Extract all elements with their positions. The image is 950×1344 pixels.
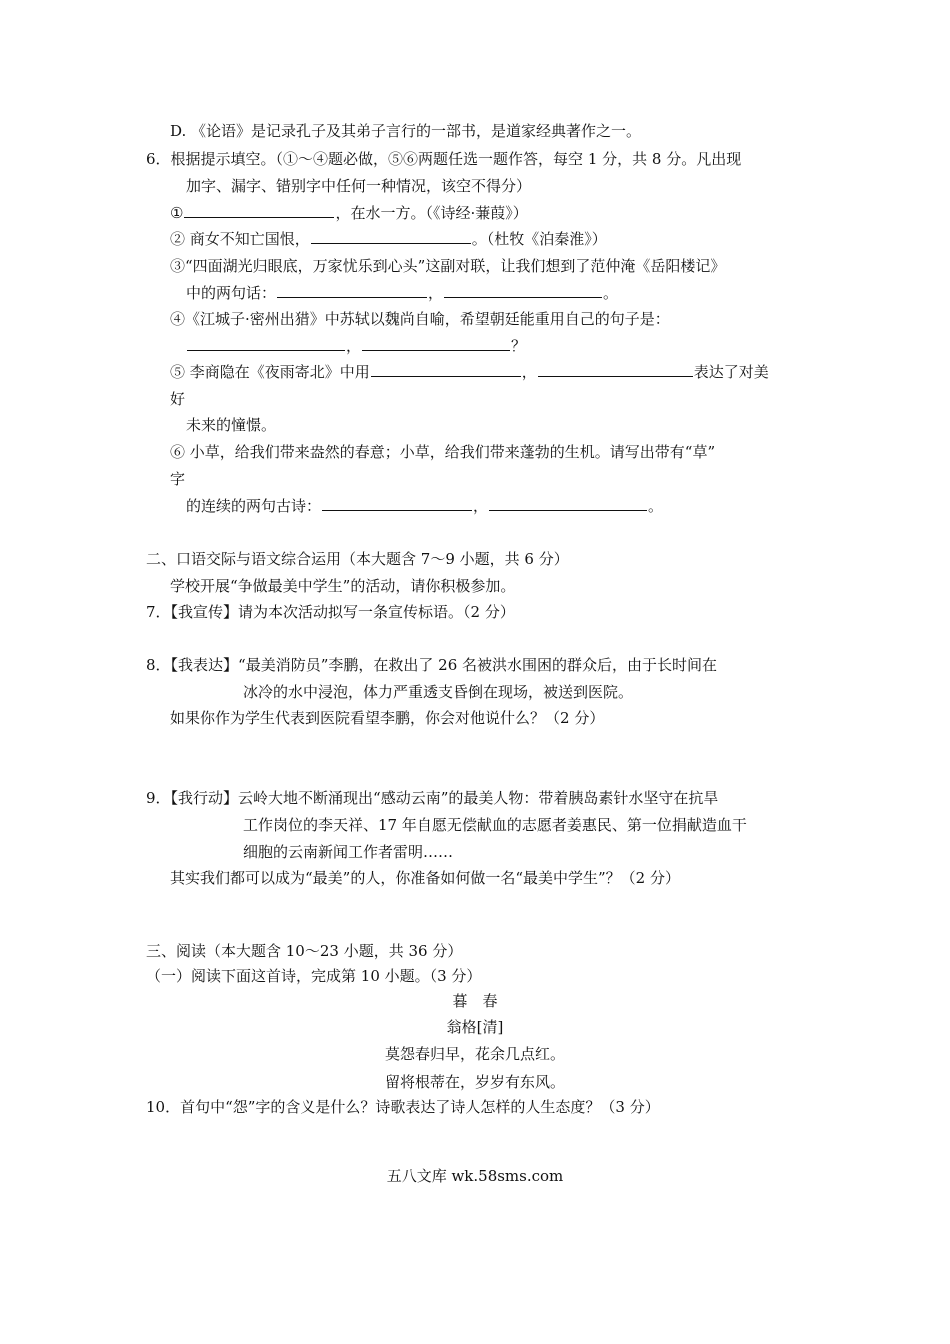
answer-blank[interactable] <box>489 496 647 511</box>
q6-item4-line1: ④《江城子·密州出猎》中苏轼以魏尚自喻，希望朝廷能重用自己的句子是： <box>170 310 670 328</box>
poem-title: 暮 春 <box>452 992 498 1010</box>
answer-blank[interactable] <box>362 336 510 351</box>
comma: ， <box>521 363 537 381</box>
q9-line1: 9．【我行动】云岭大地不断涌现出“感动云南”的最美人物：带着胰岛素针水坚守在抗旱 <box>146 789 719 807</box>
comma: ， <box>346 337 362 355</box>
q6-intro-line1: 6．根据提示填空。（①～④题必做，⑤⑥两题任选一题作答，每空 1 分，共 8 分。凡出现 <box>146 150 742 168</box>
q6-item5-text-b: 表达了对美 <box>693 363 769 381</box>
q6-intro-line2: 加字、漏字、错别字中任何一种情况，该空不得分） <box>186 177 532 195</box>
q6-item5-line2: 好 <box>170 390 186 408</box>
q6-item3-line1: ③“四面湖光归眼底，万家忧乐到心头”这副对联，让我们想到了范仲淹《岳阳楼记》 <box>170 257 726 275</box>
answer-blank[interactable] <box>538 362 693 377</box>
q6-item5-text-a: ⑤ 李商隐在《夜雨寄北》中用 <box>170 363 370 381</box>
q6-item1-num: ① <box>170 204 184 222</box>
q5-option-d: D. 《论语》是记录孔子及其弟子言行的一部书，是道家经典著作之一。 <box>170 122 642 140</box>
answer-blank[interactable] <box>311 229 471 244</box>
q6-item4-line2 <box>186 336 526 356</box>
q8-line1: 8．【我表达】“最美消防员”李鹏，在救出了 26 名被洪水围困的群众后，由于长时间在 <box>146 656 718 674</box>
page-footer: 五八文库 wk.58sms.com <box>386 1167 564 1185</box>
answer-blank[interactable] <box>444 283 602 298</box>
q8-line3: 如果你作为学生代表到医院看望李鹏，你会对他说什么？（2 分） <box>170 709 605 727</box>
q6-item6-line3 <box>186 496 663 516</box>
q6-item5-line1 <box>170 362 769 382</box>
period: 。 <box>648 497 664 515</box>
q6-item1-text: ，在水一方。（《诗经·蒹葭》） <box>335 204 528 222</box>
q9-line2: 工作岗位的李天祥、17 年自愿无偿献血的志愿者姜惠民、第一位捐献造血干 <box>243 816 747 834</box>
q10: 10．首句中“怨”字的含义是什么？诗歌表达了诗人怎样的人生态度？（3 分） <box>146 1098 660 1116</box>
answer-blank[interactable] <box>187 336 345 351</box>
answer-blank[interactable] <box>277 283 427 298</box>
q6-item6-line2: 字 <box>170 470 186 488</box>
q6-item3-line2 <box>186 283 618 303</box>
q6-item2-text-a: ② 商女不知亡国恨， <box>170 230 310 248</box>
comma: ， <box>428 284 444 302</box>
answer-blank[interactable] <box>322 496 472 511</box>
q9-line4: 其实我们都可以成为“最美”的人，你准备如何做一名“最美中学生”？（2 分） <box>170 869 680 887</box>
q6-item2-text-b: 。（杜牧《泊秦淮》） <box>471 230 607 248</box>
question-mark: ？ <box>511 337 527 355</box>
section3-part1: （一）阅读下面这首诗，完成第 10 小题。（3 分） <box>146 967 482 985</box>
section3-title: 三、阅读（本大题含 10～23 小题，共 36 分） <box>146 942 463 960</box>
q6-item5-line3: 未来的憧憬。 <box>186 416 277 434</box>
poem-line2: 留将根蒂在，岁岁有东风。 <box>384 1073 565 1091</box>
answer-blank[interactable] <box>184 203 334 218</box>
answer-blank[interactable] <box>371 362 521 377</box>
section2-title: 二、口语交际与语文综合运用（本大题含 7～9 小题，共 6 分） <box>146 550 569 568</box>
q6-item6-line1: ⑥ 小草，给我们带来盎然的春意；小草，给我们带来蓬勃的生机。请写出带有“草” <box>170 443 716 461</box>
period: 。 <box>603 284 619 302</box>
q6-item6-lead: 的连续的两句古诗： <box>186 497 322 515</box>
q8-line2: 冰冷的水中浸泡，体力严重透支昏倒在现场，被送到医院。 <box>243 683 634 701</box>
section2-intro: 学校开展“争做最美中学生”的活动，请你积极参加。 <box>170 577 516 595</box>
q6-item1 <box>170 203 528 223</box>
poem-line1: 莫怨春归早，花余几点红。 <box>384 1045 565 1063</box>
q9-line3: 细胞的云南新闻工作者雷明…… <box>243 843 454 861</box>
poem-author: 翁格[清] <box>446 1018 504 1036</box>
q7: 7．【我宣传】请为本次活动拟写一条宣传标语。（2 分） <box>146 603 515 621</box>
q6-item3-lead: 中的两句话： <box>186 284 277 302</box>
q6-item2 <box>170 229 607 249</box>
comma: ， <box>473 497 489 515</box>
